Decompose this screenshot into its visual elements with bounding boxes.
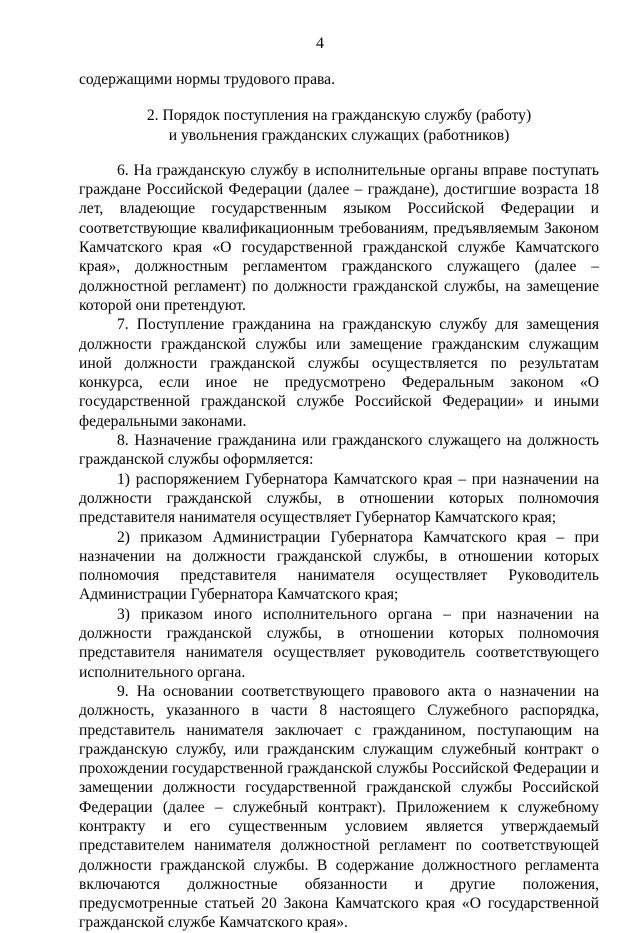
- paragraph-6: 6. На гражданскую службу в исполнительные органы вправе поступать граждане Российской Федерации (далее – граждане), достигшие возраста 18 лет, владеющие государственным языком Российской Федерации и соответствующие квалификационным требованиям, предъявляемым Законом Камчатского края «О государственной гражданской службе Камчатского края», должностным регламентом гражданского служащего (далее – должностной регламент) по должности гражданской службы, на замещение которой они претендуют.: [79, 161, 599, 314]
- paragraph-8: 8. Назначение гражданина или гражданского служащего на должность гражданской службы оформляется:: [79, 432, 599, 469]
- section-heading: [79, 106, 599, 145]
- section-heading-line-2: и увольнения гражданских служащих (работников): [168, 126, 510, 144]
- paragraph-8-item-2: 2) приказом Администрации Губернатора Камчатского края – при назначении на должности гражданской службы, в отношении которых полномочия представителя нанимателя осуществляет Руководитель Администрации Губернатора Камчатского края;: [79, 528, 599, 604]
- paragraph-9: 9. На основании соответствующего правового акта о назначении на должность, указанного в части 8 настоящего Служебного распорядка, представитель нанимателя заключает с гражданином, поступающим на гражданскую службу, или гражданским служащим служебный контракт о прохождении государственной гражданской службы Российской Федерации и замещении должности государственной гражданской службы Российской Федерации (далее – служебный контракт). Приложением к служебному контракту и его существенным условием является утверждаемый представителем нанимателя должностной регламент по соответствующей должности гражданской службы. В содержание должностного регламента включаются должностные обязанности и другие положения, предусмотренные статьей 20 Закона Камчатского края «О государственной гражданской службе Камчатского края».: [79, 682, 599, 932]
- paragraph-8-item-1: 1) распоряжением Губернатора Камчатского края – при назначении на должности гражданской службы, в отношении которых полномочия представителя нанимателя осуществляет Губернатор Камчатского края;: [79, 470, 599, 527]
- document-body: [79, 70, 599, 933]
- page-number: 4: [316, 35, 324, 52]
- paragraph-7: 7. Поступление гражданина на гражданскую службу для замещения должности гражданской службы или замещение гражданским служащим иной должности гражданской службы осуществляется по результатам конкурса, если иное не предусмотрено Федеральным законом «О государственной гражданской службе Российской Федерации» и иными федеральными законами.: [79, 316, 599, 430]
- section-heading-line-1: 2. Порядок поступления на гражданскую службу (работу): [146, 107, 532, 125]
- continuation-line: содержащими нормы трудового права.: [79, 71, 335, 88]
- paragraph-8-item-3: 3) приказом иного исполнительного органа – при назначении на должности гражданской службы, в отношении которых полномочия представителя нанимателя осуществляет руководитель соответствующего исполнительного органа.: [79, 605, 599, 681]
